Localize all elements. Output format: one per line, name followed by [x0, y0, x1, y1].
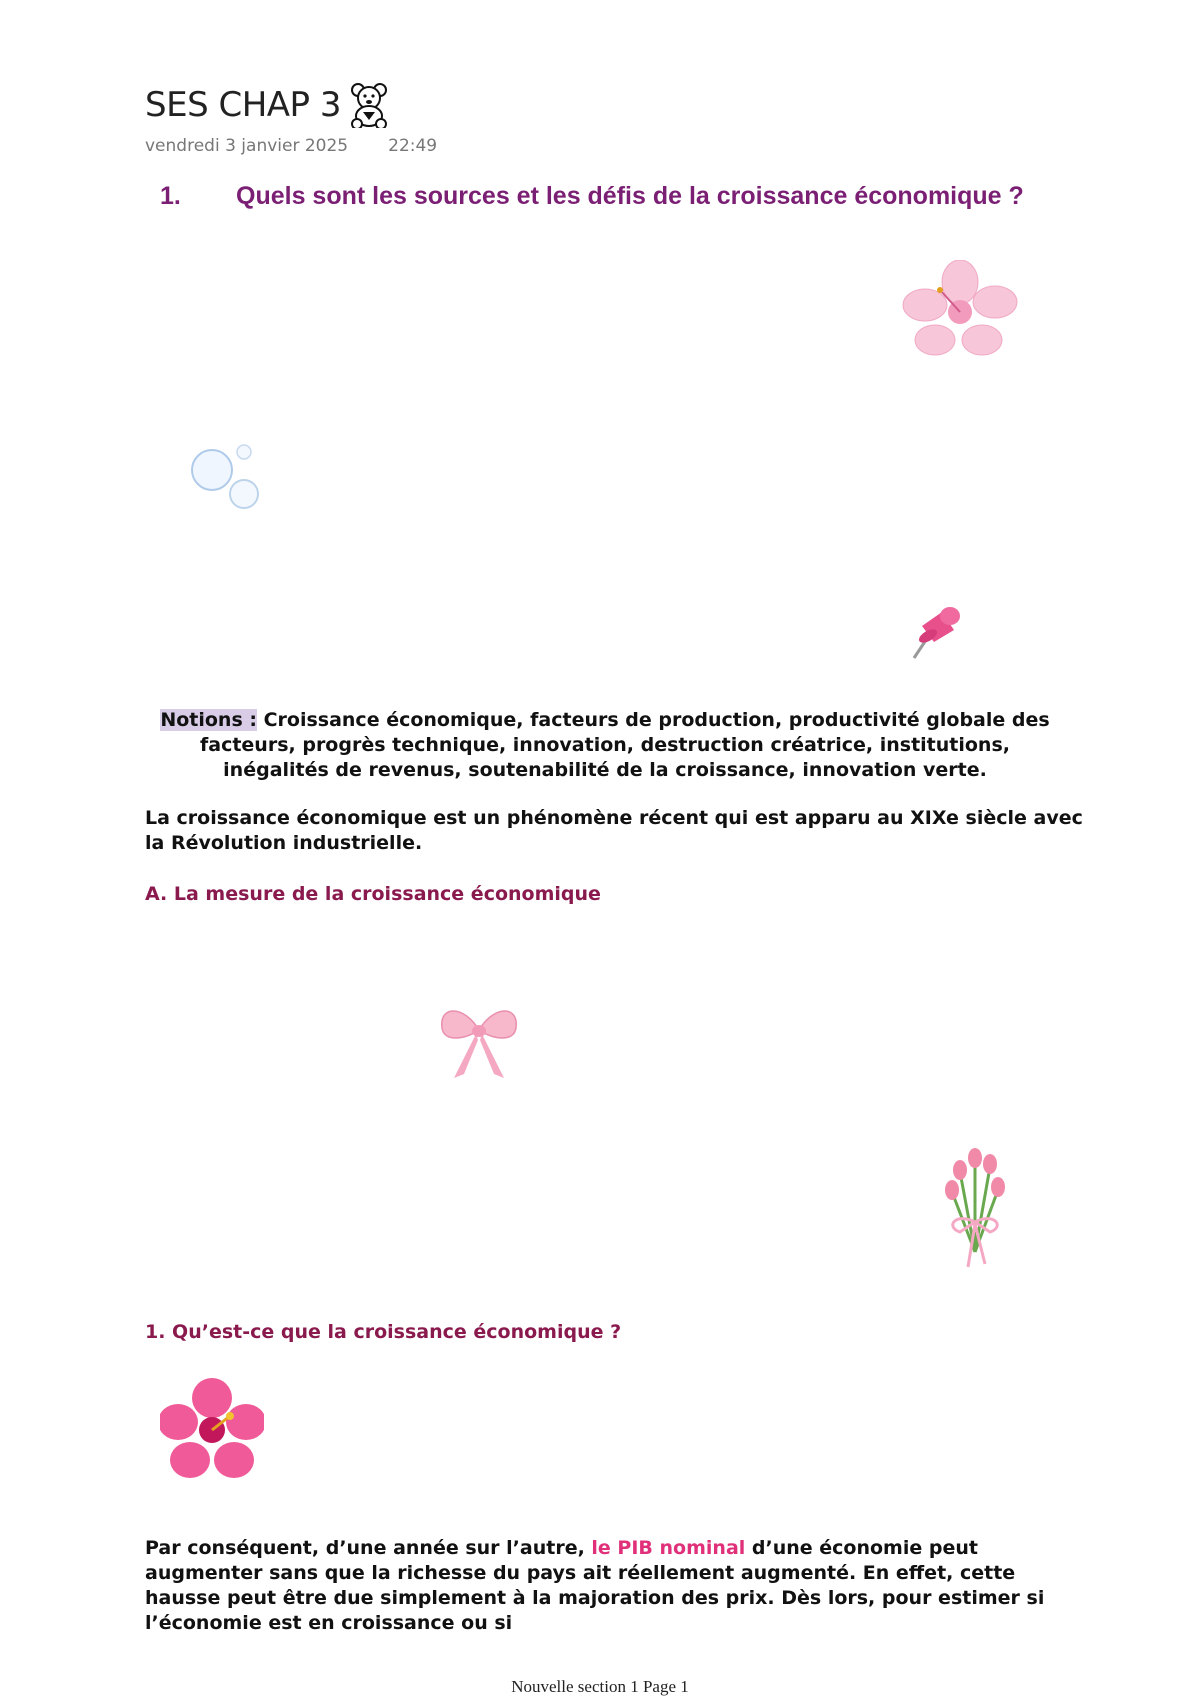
notions-text: Croissance économique, facteurs de production, productivité globale des facteurs, progrès technique, innovation, destruction créatrice, institutions, inégalités de revenus, soutenabilité de la croissance, innovation verte. [199, 709, 1050, 781]
heading-number: 1. [160, 182, 181, 210]
heading-text: Quels sont les sources et les défis de la croissance économique ? [236, 182, 1024, 210]
hibiscus-icon [160, 1378, 264, 1480]
chapter-heading [160, 182, 1024, 211]
pib-nominal-highlight: le PIB nominal [591, 1537, 746, 1559]
ribbon-bow-icon [434, 1000, 524, 1084]
notions-block [150, 708, 1060, 783]
intro-paragraph: La croissance économique est un phénomène récent qui est apparu au XIXe siècle avec la Révolution industrielle. [145, 807, 1083, 854]
section-a-heading: A. La mesure de la croissance économique [145, 883, 601, 905]
time-text: 22:49 [388, 136, 438, 156]
pink-flower-icon [900, 260, 1020, 360]
notions-label: Notions : [160, 709, 257, 731]
teddy-bear-icon [347, 82, 391, 128]
body-paragraph [145, 1536, 1085, 1636]
date-text: vendredi 3 janvier 2025 [145, 136, 349, 156]
tulip-bouquet-icon [940, 1142, 1010, 1272]
page-title-text: SES CHAP 3 [145, 85, 341, 125]
page-date [145, 136, 437, 156]
subsection-1-heading: 1. Qu’est-ce que la croissance économique ? [145, 1321, 622, 1343]
page-footer: Nouvelle section 1 Page 1 [511, 1677, 689, 1696]
bubbles-icon [188, 442, 268, 512]
paragraph-part1: Par conséquent, d’une année sur l’autre, [145, 1537, 592, 1559]
paragraph-part2: d’une économie peut augmenter sans que la richesse du pays ait réellement augmenté. En effet, cette hausse peut être due simplement à la majoration des prix. Dès lors, pour estimer si l’économie est en croissance ou si [145, 1537, 1045, 1634]
page-title [145, 82, 391, 128]
pushpin-icon [908, 602, 964, 662]
